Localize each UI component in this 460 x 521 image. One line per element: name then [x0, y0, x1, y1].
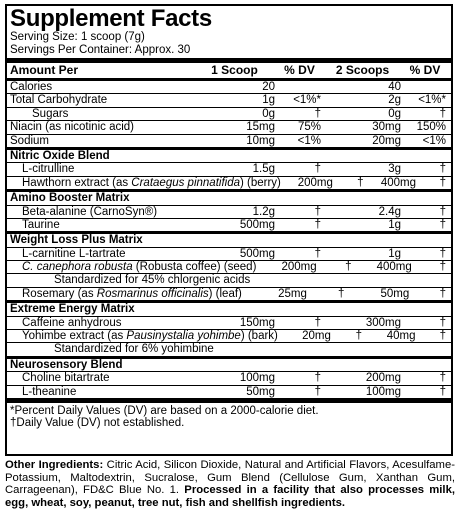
- amount-one-scoop: 20mg: [302, 330, 331, 343]
- nutrient-name: [10, 261, 256, 273]
- footnote-dv-not-established: †Daily Value (DV) not established.: [10, 417, 185, 430]
- blend-item-row: [7, 386, 451, 399]
- nutrient-name: Sugars: [32, 107, 69, 120]
- name-part: Yohimbe extract (as: [22, 330, 127, 343]
- amount-one-scoop: 500mg: [239, 247, 275, 260]
- name-part: Rosemary (as: [22, 287, 97, 300]
- amount-one-scoop: 25mg: [278, 287, 307, 300]
- name-part: Hawthorn extract (as: [22, 176, 132, 189]
- dv-two-scoops: †: [439, 385, 446, 398]
- blend-heading: Extreme Energy Matrix: [7, 301, 451, 316]
- amount-one-scoop: [250, 274, 315, 286]
- blend-item-row: [7, 177, 451, 190]
- nutrient-row-sugars: [7, 108, 451, 121]
- nutrient-row-sodium: [7, 135, 451, 148]
- allergen-statement: Processed in a facility that also processes milk, egg, wheat, soy, peanut, tree nut, fish and shellfish ingredients.: [5, 484, 455, 509]
- dv-two-scoops: †: [439, 261, 446, 274]
- dv-two-scoops: †: [439, 316, 446, 329]
- amount-one-scoop: 200mg: [281, 261, 317, 274]
- nutrient-name: Taurine: [22, 218, 60, 231]
- dv-one-scoop: †: [314, 163, 321, 176]
- name-italic: Crataegus pinnatifida: [131, 176, 240, 189]
- nutrient-row-calories: [7, 81, 451, 94]
- amount-one-scoop: 1.2g: [252, 205, 275, 218]
- amount-one-scoop: 500mg: [239, 218, 275, 231]
- amount-one-scoop: 200mg: [297, 176, 333, 189]
- dv-one-scoop: †: [345, 261, 352, 274]
- name-italic: Pausinystalia yohimbe: [126, 330, 241, 343]
- blend-heading: Amino Booster Matrix: [7, 190, 451, 205]
- dv-one-scoop: †: [314, 218, 321, 231]
- amount-two-scoops: 0g: [388, 107, 401, 120]
- amount-two-scoops: 1g: [388, 247, 401, 260]
- blend-item-row: [7, 248, 451, 261]
- nutrient-name: Niacin (as nicotinic acid): [10, 121, 134, 134]
- nutrient-name: Total Carbohydrate: [10, 94, 108, 107]
- header-one-scoop: 1 Scoop: [211, 63, 258, 77]
- dv-one-scoop: †: [314, 107, 321, 120]
- footnote-dv-basis: *Percent Daily Values (DV) are based on a 2000-calorie diet.: [10, 404, 319, 417]
- amount-one-scoop: 20: [262, 81, 275, 93]
- dv-one-scoop: <1%*: [293, 94, 321, 107]
- dv-two-scoops: [407, 343, 448, 355]
- blend-heading: Nitric Oxide Blend: [7, 148, 451, 163]
- amount-one-scoop: [214, 343, 291, 355]
- amount-two-scoops: 50mg: [380, 287, 410, 300]
- amount-two-scoops: 400mg: [380, 176, 417, 189]
- amount-one-scoop: 0g: [262, 107, 275, 120]
- dv-one-scoop: 75%: [297, 121, 321, 134]
- amount-one-scoop: 150mg: [239, 316, 275, 329]
- dv-one-scoop: †: [357, 176, 364, 189]
- nutrient-name: Standardized for 45% chlorgenic acids: [54, 274, 251, 287]
- dv-two-scoops: <1%: [422, 134, 446, 147]
- amount-two-scoops: 1g: [388, 218, 401, 231]
- name-part: ) (leaf): [208, 287, 242, 300]
- amount-two-scoops: 2g: [388, 94, 401, 107]
- amount-one-scoop: 1.5g: [252, 163, 275, 176]
- nutrient-name: Sodium: [10, 134, 49, 147]
- header-dv-2: % DV: [409, 63, 441, 77]
- header-amount-per: Amount Per: [10, 63, 79, 77]
- ingredients-label: Other Ingredients:: [5, 459, 104, 471]
- nutrient-rows: [10, 81, 448, 148]
- amount-one-scoop: 50mg: [246, 385, 275, 398]
- amount-one-scoop: 100mg: [239, 372, 275, 385]
- dv-one-scoop: [316, 274, 352, 286]
- dv-one-scoop: †: [338, 287, 345, 300]
- dv-one-scoop: †: [314, 385, 321, 398]
- blend-item-row: [7, 343, 451, 356]
- servings-per-container: Servings Per Container: Approx. 30: [10, 44, 191, 56]
- dv-one-scoop: [278, 81, 324, 93]
- dv-two-scoops: †: [439, 205, 446, 218]
- header-two-scoops: 2 Scoops: [335, 63, 390, 77]
- blend-item-row: [7, 261, 451, 274]
- nutrient-row-carb: [7, 94, 451, 107]
- nutrient-name: [10, 288, 242, 300]
- dv-one-scoop: [291, 343, 333, 355]
- amount-two-scoops: 40mg: [386, 330, 416, 343]
- dv-one-scoop: <1%: [297, 134, 321, 147]
- amount-two-scoops: 300mg: [365, 316, 401, 329]
- nutrient-name: L-carnitine L-tartrate: [22, 247, 126, 260]
- dv-two-scoops: 150%: [416, 121, 446, 134]
- dv-two-scoops: †: [439, 163, 446, 176]
- nutrient-name: Calories: [10, 81, 53, 93]
- dv-two-scoops: †: [439, 176, 446, 189]
- dv-two-scoops: †: [439, 372, 446, 385]
- blend-item-row: [7, 274, 451, 287]
- blend-item-row: [7, 163, 451, 176]
- dv-two-scoops: [414, 274, 448, 286]
- dv-two-scoops: †: [439, 107, 446, 120]
- amount-two-scoops: 2.4g: [378, 205, 401, 218]
- serving-size: Serving Size: 1 scoop (7g): [10, 31, 145, 43]
- amount-one-scoop: 1g: [262, 94, 275, 107]
- blend-item-row: [7, 330, 451, 343]
- amount-two-scoops: 40: [388, 81, 401, 93]
- nutrient-name: L-theanine: [22, 385, 77, 398]
- dv-two-scoops: †: [439, 218, 446, 231]
- nutrient-name: Choline bitartrate: [22, 372, 110, 385]
- nutrient-name: [10, 330, 278, 342]
- blend-item-row: [7, 206, 451, 219]
- nutrient-name: Caffeine anhydrous: [22, 316, 122, 329]
- footnotes: [7, 399, 451, 430]
- dv-two-scoops: †: [439, 287, 446, 300]
- blend-item-row: [7, 317, 451, 330]
- dv-two-scoops: †: [439, 247, 446, 260]
- dv-one-scoop: †: [355, 330, 363, 343]
- amount-two-scoops: 30mg: [372, 121, 401, 134]
- nutrient-row-niacin: [7, 121, 451, 134]
- blend-item-row: [7, 372, 451, 385]
- name-part: (Robusta coffee) (seed): [132, 261, 257, 274]
- amount-two-scoops: 200mg: [365, 372, 401, 385]
- column-header-row: [7, 63, 451, 81]
- dv-one-scoop: †: [314, 205, 321, 218]
- dv-two-scoops: <1%*: [418, 94, 446, 107]
- dv-two-scoops: †: [439, 330, 446, 343]
- nutrient-name: L-citrulline: [22, 163, 75, 176]
- name-italic: C. canephora robusta: [22, 261, 133, 274]
- amount-two-scoops: 100mg: [365, 385, 401, 398]
- blend-heading: Weight Loss Plus Matrix: [7, 232, 451, 247]
- blend-heading: Neurosensory Blend: [7, 357, 451, 372]
- nutrient-name: Beta-alanine (CarnoSyn®): [22, 205, 158, 218]
- amount-one-scoop: 15mg: [246, 121, 275, 134]
- blend-item-row: [7, 219, 451, 232]
- supplement-facts-panel: [5, 4, 453, 456]
- amount-two-scoops: 400mg: [376, 261, 412, 274]
- dv-one-scoop: †: [314, 316, 321, 329]
- other-ingredients: [5, 459, 455, 509]
- header-dv-1: % DV: [284, 63, 315, 77]
- panel-title: Supplement Facts: [10, 5, 212, 32]
- dv-two-scoops: [404, 81, 448, 93]
- name-part: ) (berry): [239, 176, 281, 189]
- amount-two-scoops: 3g: [388, 163, 401, 176]
- amount-two-scoops: 20mg: [372, 134, 401, 147]
- ingredients-text: Citric Acid, Silicon Dioxide, Natural and Artificial Flavors, Acesulfame-Potassium, Maltodextrin, Sucralose, Gum Blend (Cellulose Gum, Xanthan Gum, Carrageenan), FD&C Blue No. 1.: [5, 459, 455, 496]
- blend-sections: [10, 148, 448, 399]
- nutrient-name: Standardized for 6% yohimbine: [54, 343, 214, 356]
- amount-two-scoops: [334, 343, 408, 355]
- name-italic: Rosmarinus officinalis: [96, 287, 209, 300]
- amount-two-scoops: [352, 274, 414, 286]
- name-part: ) (bark): [240, 330, 278, 343]
- blend-item-row: [7, 288, 451, 301]
- dv-one-scoop: †: [314, 372, 321, 385]
- amount-one-scoop: 10mg: [246, 134, 275, 147]
- dv-one-scoop: †: [314, 247, 321, 260]
- nutrient-name: [10, 177, 281, 189]
